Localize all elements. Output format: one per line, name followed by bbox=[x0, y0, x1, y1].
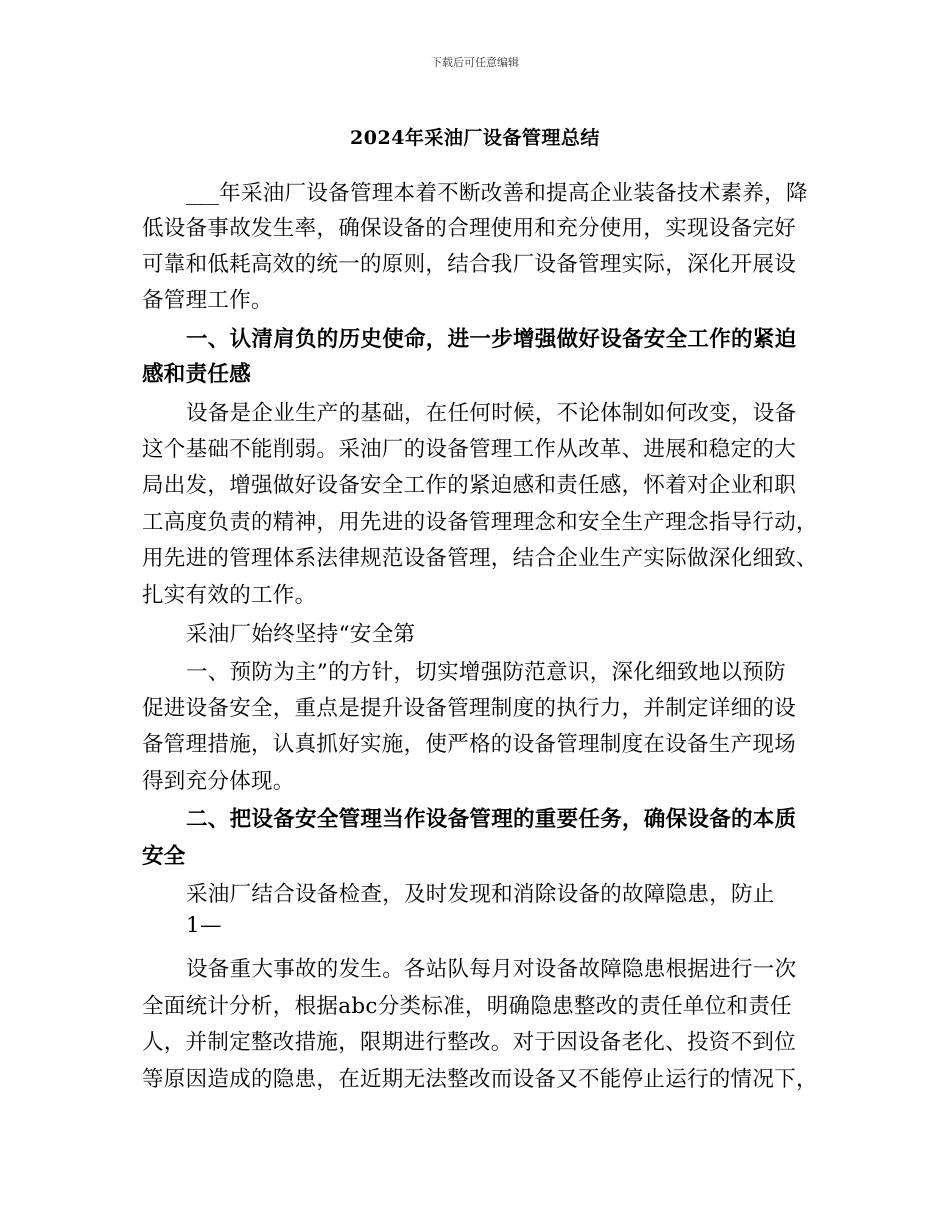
section-heading-2-cont: 安全 bbox=[142, 844, 186, 869]
paragraph-line: 可靠和低耗高效的统一的原则，结合我厂设备管理实际，深化开展设 bbox=[142, 252, 797, 277]
paragraph-line: 设备是企业生产的基础，在任何时候，不论体制如何改变，设备 bbox=[186, 401, 797, 426]
paragraph-line: 局出发，增强做好设备安全工作的紧迫感和责任感，怀着对企业和职 bbox=[142, 473, 797, 498]
paragraph-line: 促进设备安全，重点是提升设备管理制度的执行力，并制定详细的设 bbox=[142, 696, 797, 721]
paragraph-line: ___年采油厂设备管理本着不断改善和提高企业装备技术素养，降 bbox=[186, 181, 808, 206]
paragraph-line: 扎实有效的工作。 bbox=[142, 583, 317, 608]
paragraph-line: 采油厂结合设备检查，及时发现和消除设备的故障隐患，防止 bbox=[186, 882, 775, 907]
page-header-note: 下载后可任意编辑 bbox=[431, 56, 519, 69]
paragraph-line: 这个基础不能削弱。采油厂的设备管理工作从改革、进展和稳定的大 bbox=[142, 437, 797, 462]
section-heading-2: 二、把设备安全管理当作设备管理的重要任务，确保设备的本质 bbox=[186, 807, 797, 832]
paragraph-line: 一、预防为主”的方针，切实增强防范意识，深化细致地以预防 bbox=[186, 660, 786, 685]
section-heading-1: 一、认清肩负的历史使命，进一步增强做好设备安全工作的紧迫 bbox=[186, 327, 797, 352]
paragraph-line: 用先进的管理体系法律规范设备管理，结合企业生产实际做深化细致、 bbox=[142, 546, 818, 571]
paragraph-line: 得到充分体现。 bbox=[142, 769, 295, 794]
paragraph-line: 备管理工作。 bbox=[142, 288, 273, 313]
paragraph-line: 设备重大事故的发生。各站队每月对设备故障隐患根据进行一次 bbox=[186, 957, 797, 982]
paragraph-line: 备管理措施，认真抓好实施，使严格的设备管理制度在设备生产现场 bbox=[142, 732, 797, 757]
paragraph-line: 工高度负责的精神，用先进的设备管理理念和安全生产理念指导行动， bbox=[142, 510, 818, 535]
paragraph-line: 人，并制定整改措施，限期进行整改。对于因设备老化、投资不到位 bbox=[142, 1030, 797, 1055]
paragraph-line: 低设备事故发生率，确保设备的合理使用和充分使用，实现设备完好 bbox=[142, 216, 797, 241]
paragraph-line: 采油厂始终坚持“安全第 bbox=[186, 622, 416, 647]
section-heading-1-cont: 感和责任感 bbox=[142, 362, 252, 387]
page-number-marker: 1— bbox=[186, 913, 222, 938]
document-title: 2024年采油厂设备管理总结 bbox=[350, 127, 600, 149]
paragraph-line: 等原因造成的隐患，在近期无法整改而设备又不能停止运行的情况下， bbox=[142, 1067, 818, 1092]
paragraph-line: 全面统计分析，根据abc分类标准，明确隐患整改的责任单位和责任 bbox=[142, 994, 792, 1019]
